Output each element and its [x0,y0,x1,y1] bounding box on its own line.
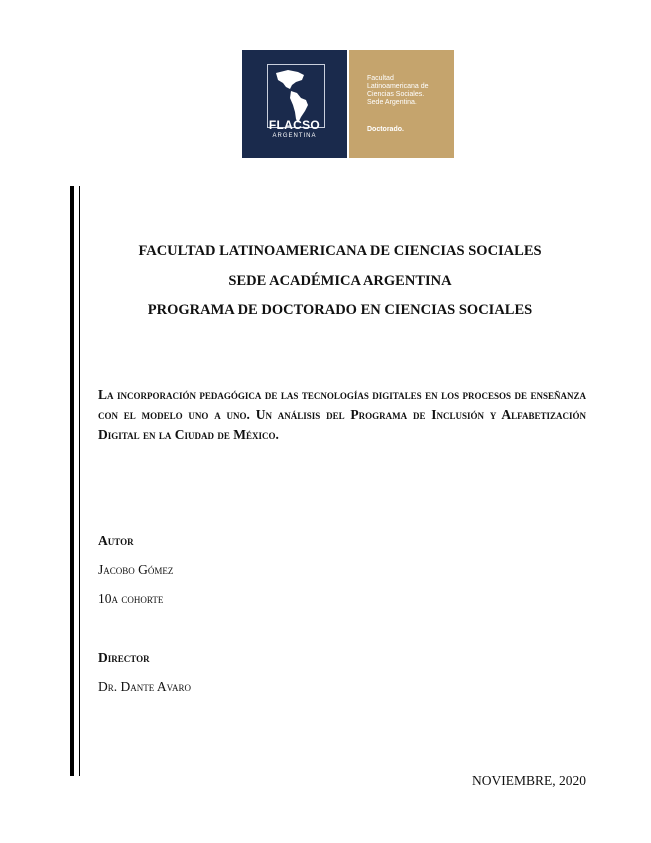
logo-brand-country: ARGENTINA [272,133,317,139]
campus-heading: SEDE ACADÉMICA ARGENTINA [228,273,452,289]
director-label: Director [98,650,150,665]
logo-brand-name: FLACSO [268,118,321,132]
faculty-heading: FACULTAD LATINOAMERICANA DE CIENCIAS SOCIALES [138,243,542,259]
logo-text-line: Facultad [367,75,394,82]
director-name: Dr. Dante Avaro [98,679,191,694]
logo-text-line: Latinoamericana de [367,83,429,90]
author-name: Jacobo Gómez [98,562,174,577]
logo-text-line: Ciencias Sociales. [367,91,425,98]
author-label: Autor [98,533,134,548]
program-heading: PROGRAMA DE DOCTORADO EN CIENCIAS SOCIALES [147,302,533,318]
logo-program: Doctorado. [367,126,404,133]
logo-institution-text [367,75,449,107]
flacso-logo [242,50,454,158]
logo-text-line: Sede Argentina. [367,99,417,106]
margin-rule-thick [70,186,74,776]
thesis-title: La incorporación pedagógica de las tecnologías digitales en los procesos de enseñanza con el modelo uno a uno. Un análisis del Programa de Inclusión y Alfabetización Digital en la Ciudad de México. [98,387,586,442]
author-cohort: 10a cohorte [98,591,164,606]
logo-brand-panel [242,50,347,158]
logo-text-panel [349,50,454,158]
submission-date: NOVIEMBRE, 2020 [472,773,586,788]
